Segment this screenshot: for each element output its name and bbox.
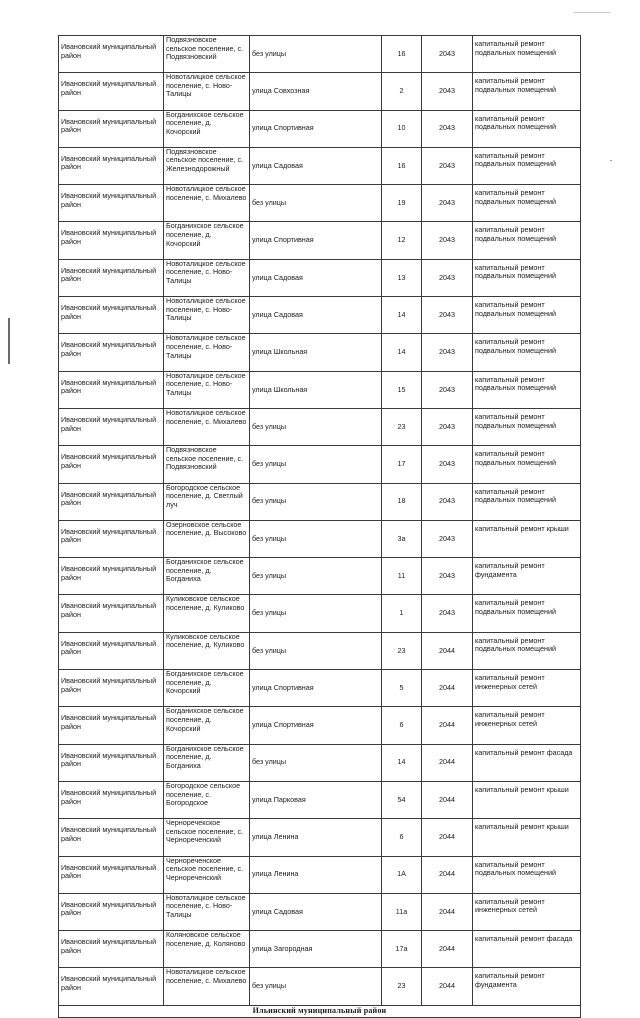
district-cell: Ивановский муниципальный район: [59, 707, 164, 744]
work-type-cell: капитальный ремонт фасада: [473, 931, 581, 968]
table-row: [59, 744, 581, 781]
district-cell: Ивановский муниципальный район: [59, 968, 164, 1005]
street-cell: без улицы: [250, 36, 382, 73]
street-cell: улица Спортивная: [250, 707, 382, 744]
table-row: [59, 707, 581, 744]
district-cell: Ивановский муниципальный район: [59, 297, 164, 334]
work-type-cell: капитальный ремонт подвальных помещений: [473, 185, 581, 222]
house-number-cell: 14: [382, 744, 422, 781]
year-cell: 2044: [422, 744, 473, 781]
table-row: [59, 781, 581, 818]
table-row: [59, 371, 581, 408]
district-cell: Ивановский муниципальный район: [59, 520, 164, 557]
street-cell: улица Садовая: [250, 147, 382, 184]
table-row: [59, 36, 581, 73]
settlement-cell: Богданихское сельское поселение, д. Кочорский: [164, 110, 250, 147]
work-type-cell: капитальный ремонт подвальных помещений: [473, 110, 581, 147]
house-number-cell: 1А: [382, 856, 422, 893]
work-type-cell: капитальный ремонт инженерных сетей: [473, 670, 581, 707]
work-type-cell: капитальный ремонт подвальных помещений: [473, 334, 581, 371]
table-row: [59, 222, 581, 259]
street-cell: улица Школьная: [250, 334, 382, 371]
street-cell: улица Спортивная: [250, 222, 382, 259]
street-cell: без улицы: [250, 558, 382, 595]
house-number-cell: 12: [382, 222, 422, 259]
settlement-cell: Озерновское сельское поселение, д. Высоково: [164, 520, 250, 557]
house-number-cell: 2: [382, 73, 422, 110]
settlement-cell: Новоталицкое сельское поселение, с. Ново-Талицы: [164, 893, 250, 930]
settlement-cell: Богданихское сельское поселение, д. Кочорский: [164, 670, 250, 707]
district-cell: Ивановский муниципальный район: [59, 558, 164, 595]
settlement-cell: Богородское сельское поселение, с. Богородское: [164, 781, 250, 818]
house-number-cell: 16: [382, 147, 422, 184]
street-cell: без улицы: [250, 632, 382, 669]
year-cell: 2043: [422, 297, 473, 334]
district-cell: Ивановский муниципальный район: [59, 893, 164, 930]
work-type-cell: капитальный ремонт подвальных помещений: [473, 408, 581, 445]
district-cell: Ивановский муниципальный район: [59, 185, 164, 222]
house-number-cell: 15: [382, 371, 422, 408]
housing-repair-table: [58, 35, 581, 1018]
settlement-cell: Черноречекское сельское поселение, с. Чернореченский: [164, 819, 250, 856]
year-cell: 2043: [422, 595, 473, 632]
street-cell: без улицы: [250, 744, 382, 781]
house-number-cell: 14: [382, 297, 422, 334]
table-row: [59, 632, 581, 669]
year-cell: 2043: [422, 259, 473, 296]
table-row: [59, 408, 581, 445]
street-cell: улица Спортивная: [250, 670, 382, 707]
district-cell: Ивановский муниципальный район: [59, 371, 164, 408]
settlement-cell: Новоталицкое сельское поселение, с. Ново-Талицы: [164, 334, 250, 371]
street-cell: улица Загородная: [250, 931, 382, 968]
table-row: [59, 558, 581, 595]
house-number-cell: 6: [382, 707, 422, 744]
house-number-cell: 16: [382, 36, 422, 73]
year-cell: 2044: [422, 632, 473, 669]
street-cell: без улицы: [250, 520, 382, 557]
year-cell: 2044: [422, 893, 473, 930]
year-cell: 2044: [422, 819, 473, 856]
street-cell: улица Спортивная: [250, 110, 382, 147]
street-cell: улица Парковая: [250, 781, 382, 818]
work-type-cell: капитальный ремонт подвальных помещений: [473, 222, 581, 259]
year-cell: 2043: [422, 36, 473, 73]
work-type-cell: капитальный ремонт фундамента: [473, 558, 581, 595]
year-cell: 2043: [422, 446, 473, 483]
table-row: [59, 259, 581, 296]
table-row: [59, 856, 581, 893]
house-number-cell: 14: [382, 334, 422, 371]
table-row: [59, 819, 581, 856]
year-cell: 2043: [422, 73, 473, 110]
district-cell: Ивановский муниципальный район: [59, 744, 164, 781]
district-cell: Ивановский муниципальный район: [59, 73, 164, 110]
house-number-cell: 17а: [382, 931, 422, 968]
year-cell: 2043: [422, 483, 473, 520]
year-cell: 2044: [422, 931, 473, 968]
settlement-cell: Новоталицкое сельское поселение, с. Ново-Талицы: [164, 371, 250, 408]
work-type-cell: капитальный ремонт фундамента: [473, 968, 581, 1005]
work-type-cell: капитальный ремонт подвальных помещений: [473, 147, 581, 184]
table-body: [59, 36, 581, 1018]
settlement-cell: Новоталицкое сельское поселение, с. Ново-Талицы: [164, 297, 250, 334]
district-cell: Ивановский муниципальный район: [59, 632, 164, 669]
house-number-cell: 5: [382, 670, 422, 707]
work-type-cell: капитальный ремонт подвальных помещений: [473, 446, 581, 483]
work-type-cell: капитальный ремонт подвальных помещений: [473, 73, 581, 110]
district-cell: Ивановский муниципальный район: [59, 931, 164, 968]
house-number-cell: 13: [382, 259, 422, 296]
work-type-cell: капитальный ремонт подвальных помещений: [473, 371, 581, 408]
year-cell: 2043: [422, 147, 473, 184]
table-row: [59, 147, 581, 184]
year-cell: 2043: [422, 408, 473, 445]
district-section-header: [59, 1005, 581, 1017]
street-cell: улица Садовая: [250, 893, 382, 930]
table-row: [59, 968, 581, 1005]
district-cell: Ивановский муниципальный район: [59, 856, 164, 893]
year-cell: 2044: [422, 968, 473, 1005]
year-cell: 2044: [422, 670, 473, 707]
work-type-cell: капитальный ремонт крыши: [473, 520, 581, 557]
settlement-cell: Куликовское сельское поселение, д. Куликово: [164, 595, 250, 632]
settlement-cell: Новоталицкое сельское поселение, с. Ново-Талицы: [164, 73, 250, 110]
settlement-cell: Чернореченское сельское поселение, с. Чернореченский: [164, 856, 250, 893]
street-cell: улица Ленина: [250, 856, 382, 893]
street-cell: улица Садовая: [250, 259, 382, 296]
scan-artifact: [8, 318, 10, 364]
house-number-cell: 23: [382, 408, 422, 445]
street-cell: без улицы: [250, 595, 382, 632]
year-cell: 2044: [422, 707, 473, 744]
settlement-cell: Новоталицкое сельское поселение, с. Михалево: [164, 968, 250, 1005]
year-cell: 2044: [422, 781, 473, 818]
house-number-cell: 6: [382, 819, 422, 856]
street-cell: улица Совхозная: [250, 73, 382, 110]
table-row: [59, 297, 581, 334]
table-row: [59, 931, 581, 968]
settlement-cell: Богданихское сельское поселение, д. Богданиха: [164, 558, 250, 595]
district-cell: Ивановский муниципальный район: [59, 483, 164, 520]
street-cell: без улицы: [250, 446, 382, 483]
work-type-cell: капитальный ремонт подвальных помещений: [473, 483, 581, 520]
street-cell: без улицы: [250, 408, 382, 445]
house-number-cell: 10: [382, 110, 422, 147]
work-type-cell: капитальный ремонт инженерных сетей: [473, 707, 581, 744]
district-cell: Ивановский муниципальный район: [59, 110, 164, 147]
table-row: [59, 110, 581, 147]
district-cell: Ивановский муниципальный район: [59, 36, 164, 73]
work-type-cell: капитальный ремонт крыши: [473, 781, 581, 818]
settlement-cell: Новоталицкое сельское поселение, с. Михалево: [164, 185, 250, 222]
settlement-cell: Куликовское сельское поселение, д. Куликово: [164, 632, 250, 669]
house-number-cell: 1: [382, 595, 422, 632]
table-row: [59, 73, 581, 110]
house-number-cell: 23: [382, 968, 422, 1005]
district-cell: Ивановский муниципальный район: [59, 147, 164, 184]
year-cell: 2043: [422, 110, 473, 147]
district-cell: Ивановский муниципальный район: [59, 446, 164, 483]
street-cell: улица Ленина: [250, 819, 382, 856]
year-cell: 2043: [422, 371, 473, 408]
settlement-cell: Богданихское сельское поселение, д. Кочорский: [164, 222, 250, 259]
district-cell: Ивановский муниципальный район: [59, 334, 164, 371]
work-type-cell: капитальный ремонт подвальных помещений: [473, 259, 581, 296]
district-cell: Ивановский муниципальный район: [59, 222, 164, 259]
scan-artifact: [610, 160, 612, 161]
street-cell: улица Садовая: [250, 297, 382, 334]
house-number-cell: 23: [382, 632, 422, 669]
table-row: [59, 893, 581, 930]
table-row: [59, 670, 581, 707]
work-type-cell: капитальный ремонт подвальных помещений: [473, 856, 581, 893]
settlement-cell: Подвязновское сельское поселение, с. Подвязновский: [164, 446, 250, 483]
year-cell: 2043: [422, 222, 473, 259]
district-cell: Ивановский муниципальный район: [59, 670, 164, 707]
work-type-cell: капитальный ремонт подвальных помещений: [473, 36, 581, 73]
settlement-cell: Богданихское сельское поселение, д. Богданиха: [164, 744, 250, 781]
settlement-cell: Подвязновское сельское поселение, с. Подвязновский: [164, 36, 250, 73]
table-row: [59, 520, 581, 557]
settlement-cell: Богородское сельское поселение, д. Светлый луч: [164, 483, 250, 520]
street-cell: без улицы: [250, 968, 382, 1005]
street-cell: без улицы: [250, 185, 382, 222]
year-cell: 2043: [422, 520, 473, 557]
year-cell: 2043: [422, 558, 473, 595]
settlement-cell: Подвязновское сельское поселение, с. Железнодорожный: [164, 147, 250, 184]
settlement-cell: Богданихское сельское поселение, д. Кочорский: [164, 707, 250, 744]
scan-artifact: [574, 12, 610, 13]
settlement-cell: Новоталицкое сельское поселение, с. Ново-Талицы: [164, 259, 250, 296]
street-cell: без улицы: [250, 483, 382, 520]
house-number-cell: 17: [382, 446, 422, 483]
year-cell: 2043: [422, 185, 473, 222]
house-number-cell: 11а: [382, 893, 422, 930]
table-row: [59, 185, 581, 222]
year-cell: 2044: [422, 856, 473, 893]
table-row: [59, 446, 581, 483]
year-cell: 2043: [422, 334, 473, 371]
district-cell: Ивановский муниципальный район: [59, 259, 164, 296]
work-type-cell: капитальный ремонт фасада: [473, 744, 581, 781]
district-cell: Ивановский муниципальный район: [59, 595, 164, 632]
district-cell: Ивановский муниципальный район: [59, 819, 164, 856]
district-cell: Ивановский муниципальный район: [59, 408, 164, 445]
table-row: [59, 483, 581, 520]
house-number-cell: 3а: [382, 520, 422, 557]
settlement-cell: Коляновское сельское поселение, д. Коляново: [164, 931, 250, 968]
work-type-cell: капитальный ремонт инженерных сетей: [473, 893, 581, 930]
next-district-title: Ильинский муниципальный район: [59, 1005, 581, 1017]
work-type-cell: капитальный ремонт подвальных помещений: [473, 595, 581, 632]
district-cell: Ивановский муниципальный район: [59, 781, 164, 818]
table-row: [59, 334, 581, 371]
work-type-cell: капитальный ремонт крыши: [473, 819, 581, 856]
work-type-cell: капитальный ремонт подвальных помещений: [473, 297, 581, 334]
table-row: [59, 595, 581, 632]
settlement-cell: Новоталицкое сельское поселение, с. Михалево: [164, 408, 250, 445]
street-cell: улица Школьная: [250, 371, 382, 408]
house-number-cell: 54: [382, 781, 422, 818]
work-type-cell: капитальный ремонт подвальных помещений: [473, 632, 581, 669]
house-number-cell: 18: [382, 483, 422, 520]
house-number-cell: 19: [382, 185, 422, 222]
house-number-cell: 11: [382, 558, 422, 595]
